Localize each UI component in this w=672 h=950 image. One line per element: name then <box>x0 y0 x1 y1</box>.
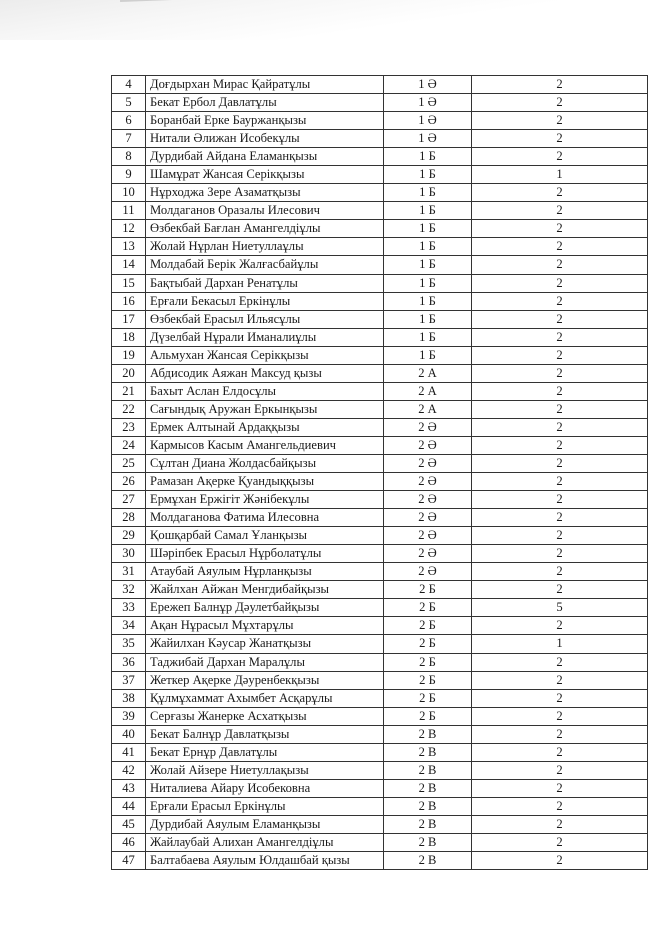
row-number-cell: 28 <box>112 509 146 527</box>
student-name-cell: Боранбай Ерке Бауржанқызы <box>146 112 384 130</box>
row-number-cell: 7 <box>112 130 146 148</box>
score-cell: 2 <box>472 130 648 148</box>
row-number-cell: 13 <box>112 238 146 256</box>
student-name-cell: Ережеп Балнұр Дәулетбайқызы <box>146 599 384 617</box>
class-cell: 1 Б <box>384 238 472 256</box>
score-cell: 2 <box>472 454 648 472</box>
student-name-cell: Жайлаубай Алихан Амангелдіұлы <box>146 833 384 851</box>
row-number-cell: 31 <box>112 563 146 581</box>
class-cell: 2 Ә <box>384 454 472 472</box>
class-cell: 1 Ә <box>384 130 472 148</box>
class-cell: 2 Ә <box>384 527 472 545</box>
score-cell: 2 <box>472 238 648 256</box>
student-name-cell: Бекат Ернұр Давлатұлы <box>146 743 384 761</box>
table-row <box>112 436 648 454</box>
student-name-cell: Дүзелбай Нұрали Иманалиұлы <box>146 328 384 346</box>
table-row <box>112 202 648 220</box>
table-row <box>112 743 648 761</box>
score-cell: 2 <box>472 274 648 292</box>
class-cell: 1 Ә <box>384 76 472 94</box>
score-cell: 2 <box>472 184 648 202</box>
row-number-cell: 22 <box>112 400 146 418</box>
table-row <box>112 328 648 346</box>
table-row <box>112 797 648 815</box>
table-row <box>112 76 648 94</box>
row-number-cell: 6 <box>112 112 146 130</box>
row-number-cell: 44 <box>112 797 146 815</box>
row-number-cell: 29 <box>112 527 146 545</box>
score-cell: 2 <box>472 382 648 400</box>
score-cell: 2 <box>472 852 648 870</box>
score-cell: 2 <box>472 292 648 310</box>
class-cell: 2 Ә <box>384 509 472 527</box>
class-cell: 2 Б <box>384 653 472 671</box>
student-name-cell: Құлмұхаммат Ахымбет Асқарұлы <box>146 689 384 707</box>
class-cell: 1 Б <box>384 310 472 328</box>
row-number-cell: 14 <box>112 256 146 274</box>
student-name-cell: Шәріпбек Ерасыл Нұрболатұлы <box>146 545 384 563</box>
class-cell: 2 Ә <box>384 563 472 581</box>
score-cell: 2 <box>472 707 648 725</box>
table-row <box>112 382 648 400</box>
class-cell: 2 Ә <box>384 436 472 454</box>
score-cell: 2 <box>472 689 648 707</box>
score-cell: 2 <box>472 527 648 545</box>
score-cell: 2 <box>472 148 648 166</box>
class-cell: 2 Б <box>384 635 472 653</box>
class-cell: 2 В <box>384 725 472 743</box>
table-row <box>112 238 648 256</box>
row-number-cell: 46 <box>112 833 146 851</box>
student-name-cell: Доғдырхан Мирас Қайратұлы <box>146 76 384 94</box>
table-row <box>112 581 648 599</box>
row-number-cell: 5 <box>112 94 146 112</box>
table-row <box>112 256 648 274</box>
student-name-cell: Сұлтан Диана Жолдасбайқызы <box>146 454 384 472</box>
score-cell: 2 <box>472 509 648 527</box>
student-name-cell: Альмухан Жансая Серікқызы <box>146 346 384 364</box>
table-row <box>112 725 648 743</box>
score-cell: 2 <box>472 563 648 581</box>
table-row <box>112 852 648 870</box>
student-name-cell: Өзбекбай Ерасыл Ильясұлы <box>146 310 384 328</box>
row-number-cell: 39 <box>112 707 146 725</box>
row-number-cell: 47 <box>112 852 146 870</box>
score-cell: 2 <box>472 761 648 779</box>
class-cell: 1 Б <box>384 346 472 364</box>
student-roster-table <box>111 75 648 870</box>
score-cell: 2 <box>472 94 648 112</box>
table-row <box>112 815 648 833</box>
student-name-cell: Бахыт Аслан Елдосұлы <box>146 382 384 400</box>
table-row <box>112 364 648 382</box>
row-number-cell: 30 <box>112 545 146 563</box>
student-name-cell: Шамұрат Жансая Серікқызы <box>146 166 384 184</box>
class-cell: 2 Б <box>384 671 472 689</box>
row-number-cell: 11 <box>112 202 146 220</box>
score-cell: 2 <box>472 436 648 454</box>
row-number-cell: 32 <box>112 581 146 599</box>
class-cell: 2 Б <box>384 599 472 617</box>
table-row <box>112 400 648 418</box>
table-row <box>112 671 648 689</box>
class-cell: 2 Б <box>384 707 472 725</box>
student-name-cell: Нұрходжа Зере Азаматқызы <box>146 184 384 202</box>
class-cell: 1 Б <box>384 220 472 238</box>
student-name-cell: Бақтыбай Дархан Ренатұлы <box>146 274 384 292</box>
class-cell: 1 Б <box>384 202 472 220</box>
row-number-cell: 40 <box>112 725 146 743</box>
row-number-cell: 25 <box>112 454 146 472</box>
row-number-cell: 27 <box>112 491 146 509</box>
student-name-cell: Ермұхан Ержігіт Жәнібекұлы <box>146 491 384 509</box>
class-cell: 1 Ә <box>384 94 472 112</box>
class-cell: 2 В <box>384 833 472 851</box>
class-cell: 2 Ә <box>384 491 472 509</box>
student-name-cell: Жолай Айзере Ниетуллақызы <box>146 761 384 779</box>
score-cell: 2 <box>472 725 648 743</box>
class-cell: 2 В <box>384 852 472 870</box>
row-number-cell: 12 <box>112 220 146 238</box>
student-name-cell: Өзбекбай Бағлан Амангелдіұлы <box>146 220 384 238</box>
score-cell: 2 <box>472 491 648 509</box>
student-name-cell: Атаубай Аяулым Нұрланқызы <box>146 563 384 581</box>
class-cell: 1 Б <box>384 274 472 292</box>
score-cell: 2 <box>472 76 648 94</box>
table-row <box>112 779 648 797</box>
score-cell: 2 <box>472 202 648 220</box>
class-cell: 2 В <box>384 743 472 761</box>
score-cell: 1 <box>472 166 648 184</box>
row-number-cell: 21 <box>112 382 146 400</box>
table-row <box>112 545 648 563</box>
score-cell: 2 <box>472 220 648 238</box>
table-row <box>112 473 648 491</box>
row-number-cell: 16 <box>112 292 146 310</box>
score-cell: 2 <box>472 833 648 851</box>
class-cell: 1 Б <box>384 328 472 346</box>
row-number-cell: 24 <box>112 436 146 454</box>
student-name-cell: Қошқарбай Самал Ұланқызы <box>146 527 384 545</box>
class-cell: 1 Б <box>384 292 472 310</box>
class-cell: 2 А <box>384 400 472 418</box>
student-name-cell: Жайлхан Айжан Менгдибайқызы <box>146 581 384 599</box>
class-cell: 1 Б <box>384 256 472 274</box>
score-cell: 2 <box>472 473 648 491</box>
score-cell: 2 <box>472 779 648 797</box>
student-name-cell: Таджибай Дархан Маралұлы <box>146 653 384 671</box>
student-name-cell: Ақан Нұрасыл Мұхтарұлы <box>146 617 384 635</box>
table-row <box>112 563 648 581</box>
class-cell: 2 В <box>384 797 472 815</box>
class-cell: 2 Б <box>384 689 472 707</box>
class-cell: 1 Б <box>384 148 472 166</box>
table-row <box>112 274 648 292</box>
student-name-cell: Бекат Балнұр Давлатқызы <box>146 725 384 743</box>
score-cell: 2 <box>472 581 648 599</box>
student-name-cell: Балтабаева Аяулым Юлдашбай қызы <box>146 852 384 870</box>
student-name-cell: Сағындық Аружан Еркынқызы <box>146 400 384 418</box>
table-row <box>112 509 648 527</box>
student-name-cell: Дурдибай Аяулым Еламанқызы <box>146 815 384 833</box>
table-row <box>112 761 648 779</box>
row-number-cell: 26 <box>112 473 146 491</box>
score-cell: 2 <box>472 256 648 274</box>
table-row <box>112 220 648 238</box>
class-cell: 2 В <box>384 779 472 797</box>
table-row <box>112 418 648 436</box>
row-number-cell: 34 <box>112 617 146 635</box>
row-number-cell: 23 <box>112 418 146 436</box>
row-number-cell: 45 <box>112 815 146 833</box>
student-name-cell: Ерғали Ерасыл Еркінұлы <box>146 797 384 815</box>
roster-body <box>112 76 648 870</box>
row-number-cell: 35 <box>112 635 146 653</box>
row-number-cell: 19 <box>112 346 146 364</box>
student-name-cell: Нитали Әлижан Исобекұлы <box>146 130 384 148</box>
student-name-cell: Абдисодик Аяжан Максуд қызы <box>146 364 384 382</box>
student-name-cell: Молдаганов Оразалы Илесович <box>146 202 384 220</box>
table-row <box>112 94 648 112</box>
student-name-cell: Рамазан Ақерке Қуандыққызы <box>146 473 384 491</box>
row-number-cell: 4 <box>112 76 146 94</box>
score-cell: 2 <box>472 310 648 328</box>
score-cell: 2 <box>472 653 648 671</box>
class-cell: 1 Б <box>384 166 472 184</box>
class-cell: 2 Б <box>384 617 472 635</box>
table-row <box>112 148 648 166</box>
table-row <box>112 346 648 364</box>
score-cell: 2 <box>472 617 648 635</box>
table-row <box>112 617 648 635</box>
row-number-cell: 41 <box>112 743 146 761</box>
score-cell: 2 <box>472 743 648 761</box>
class-cell: 2 А <box>384 364 472 382</box>
table-row <box>112 707 648 725</box>
score-cell: 2 <box>472 418 648 436</box>
class-cell: 1 Ә <box>384 112 472 130</box>
student-name-cell: Серғазы Жанерке Асхатқызы <box>146 707 384 725</box>
score-cell: 2 <box>472 545 648 563</box>
row-number-cell: 17 <box>112 310 146 328</box>
score-cell: 2 <box>472 364 648 382</box>
score-cell: 2 <box>472 400 648 418</box>
score-cell: 2 <box>472 815 648 833</box>
row-number-cell: 36 <box>112 653 146 671</box>
student-name-cell: Кармысов Касым Амангельдиевич <box>146 436 384 454</box>
row-number-cell: 15 <box>112 274 146 292</box>
row-number-cell: 10 <box>112 184 146 202</box>
row-number-cell: 9 <box>112 166 146 184</box>
student-name-cell: Дурдибай Айдана Еламанқызы <box>146 148 384 166</box>
class-cell: 2 А <box>384 382 472 400</box>
score-cell: 2 <box>472 328 648 346</box>
table-row <box>112 689 648 707</box>
class-cell: 2 Б <box>384 581 472 599</box>
class-cell: 1 Б <box>384 184 472 202</box>
table-row <box>112 454 648 472</box>
class-cell: 2 В <box>384 761 472 779</box>
table-row <box>112 112 648 130</box>
table-row <box>112 527 648 545</box>
table-row <box>112 310 648 328</box>
student-name-cell: Молдаганова Фатима Илесовна <box>146 509 384 527</box>
student-name-cell: Жеткер Ақерке Дәуренбекқызы <box>146 671 384 689</box>
row-number-cell: 33 <box>112 599 146 617</box>
class-cell: 2 В <box>384 815 472 833</box>
score-cell: 2 <box>472 346 648 364</box>
table-row <box>112 130 648 148</box>
row-number-cell: 43 <box>112 779 146 797</box>
student-name-cell: Ниталиева Айару Исобековна <box>146 779 384 797</box>
row-number-cell: 20 <box>112 364 146 382</box>
student-name-cell: Жолай Нұрлан Ниетуллаұлы <box>146 238 384 256</box>
table-row <box>112 184 648 202</box>
student-name-cell: Бекат Ербол Давлатұлы <box>146 94 384 112</box>
table-row <box>112 635 648 653</box>
row-number-cell: 37 <box>112 671 146 689</box>
class-cell: 2 Ә <box>384 545 472 563</box>
table-row <box>112 166 648 184</box>
score-cell: 2 <box>472 112 648 130</box>
table-row <box>112 491 648 509</box>
student-name-cell: Жайилхан Кәусар Жанатқызы <box>146 635 384 653</box>
scan-shadow <box>0 0 672 40</box>
score-cell: 2 <box>472 797 648 815</box>
table-row <box>112 599 648 617</box>
table-row <box>112 653 648 671</box>
student-name-cell: Ермек Алтынай Ардаққызы <box>146 418 384 436</box>
class-cell: 2 Ә <box>384 418 472 436</box>
table-row <box>112 292 648 310</box>
row-number-cell: 42 <box>112 761 146 779</box>
table-row <box>112 833 648 851</box>
row-number-cell: 18 <box>112 328 146 346</box>
score-cell: 5 <box>472 599 648 617</box>
row-number-cell: 38 <box>112 689 146 707</box>
score-cell: 1 <box>472 635 648 653</box>
score-cell: 2 <box>472 671 648 689</box>
row-number-cell: 8 <box>112 148 146 166</box>
student-name-cell: Молдабай Берік Жалғасбайұлы <box>146 256 384 274</box>
class-cell: 2 Ә <box>384 473 472 491</box>
student-name-cell: Ерғали Бекасыл Еркінұлы <box>146 292 384 310</box>
